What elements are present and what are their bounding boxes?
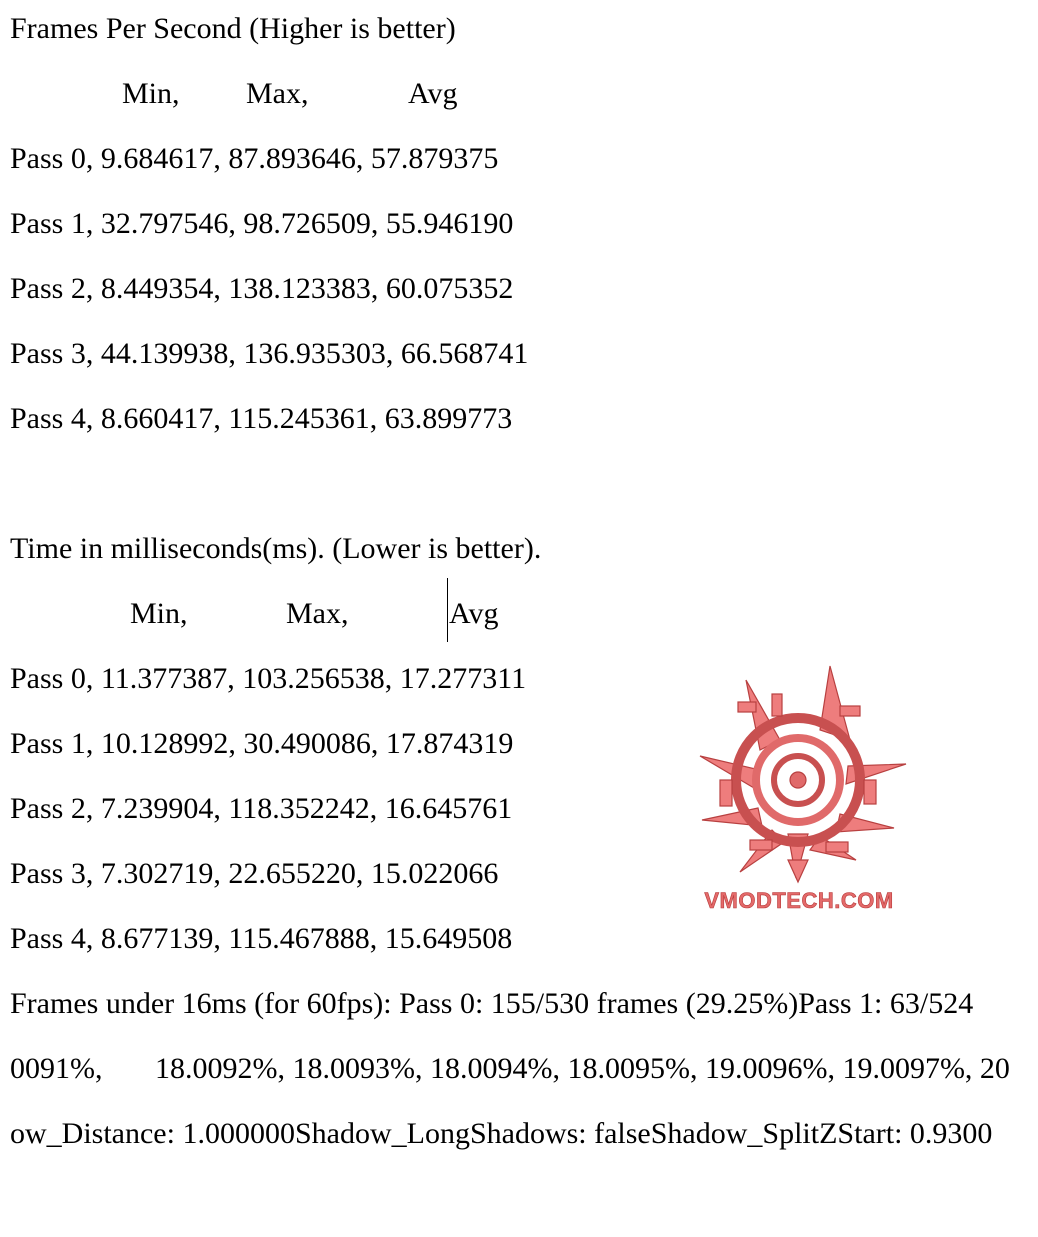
fps-header-avg: Avg <box>408 77 458 110</box>
fps-row-pass-4: Pass 4, 8.660417, 115.245361, 63.899773 <box>10 402 513 435</box>
fps-row-pass-2: Pass 2, 8.449354, 138.123383, 60.075352 <box>10 272 514 305</box>
ms-row-pass-0: Pass 0, 11.377387, 103.256538, 17.277311 <box>10 662 527 695</box>
ms-title: Time in milliseconds(ms). (Lower is better). <box>10 532 542 565</box>
ms-row-pass-4: Pass 4, 8.677139, 115.467888, 15.649508 <box>10 922 513 955</box>
fps-row-pass-3: Pass 3, 44.139938, 136.935303, 66.568741 <box>10 337 529 370</box>
shadow-settings-line: ow_Distance: 1.000000Shadow_LongShadows: falseShadow_SplitZStart: 0.9300 <box>10 1117 993 1150</box>
ms-header-avg: Avg <box>449 597 499 630</box>
fps-row-pass-1: Pass 1, 32.797546, 98.726509, 55.946190 <box>10 207 514 240</box>
fps-row-pass-0: Pass 0, 9.684617, 87.893646, 57.879375 <box>10 142 499 175</box>
text-cursor <box>447 578 448 642</box>
ms-row-pass-1: Pass 1, 10.128992, 30.490086, 17.874319 <box>10 727 514 760</box>
vmodtech-logo <box>680 660 920 920</box>
fps-title: Frames Per Second (Higher is better) <box>10 12 456 45</box>
percentiles-line: 0091%, 18.0092%, 18.0093%, 18.0094%, 18.0095%, 19.0096%, 19.0097%, 20 <box>10 1052 1010 1085</box>
fps-header-max: Max, <box>246 77 309 110</box>
ms-header-min: Min, <box>130 597 188 630</box>
fps-header-min: Min, <box>122 77 180 110</box>
ms-row-pass-3: Pass 3, 7.302719, 22.655220, 15.022066 <box>10 857 499 890</box>
ms-row-pass-2: Pass 2, 7.239904, 118.352242, 16.645761 <box>10 792 513 825</box>
watermark-text: VMODTECH.COM <box>704 888 894 913</box>
ms-header-max: Max, <box>286 597 349 630</box>
frames-under-16ms-line: Frames under 16ms (for 60fps): Pass 0: 155/530 frames (29.25%)Pass 1: 63/524 <box>10 987 974 1020</box>
